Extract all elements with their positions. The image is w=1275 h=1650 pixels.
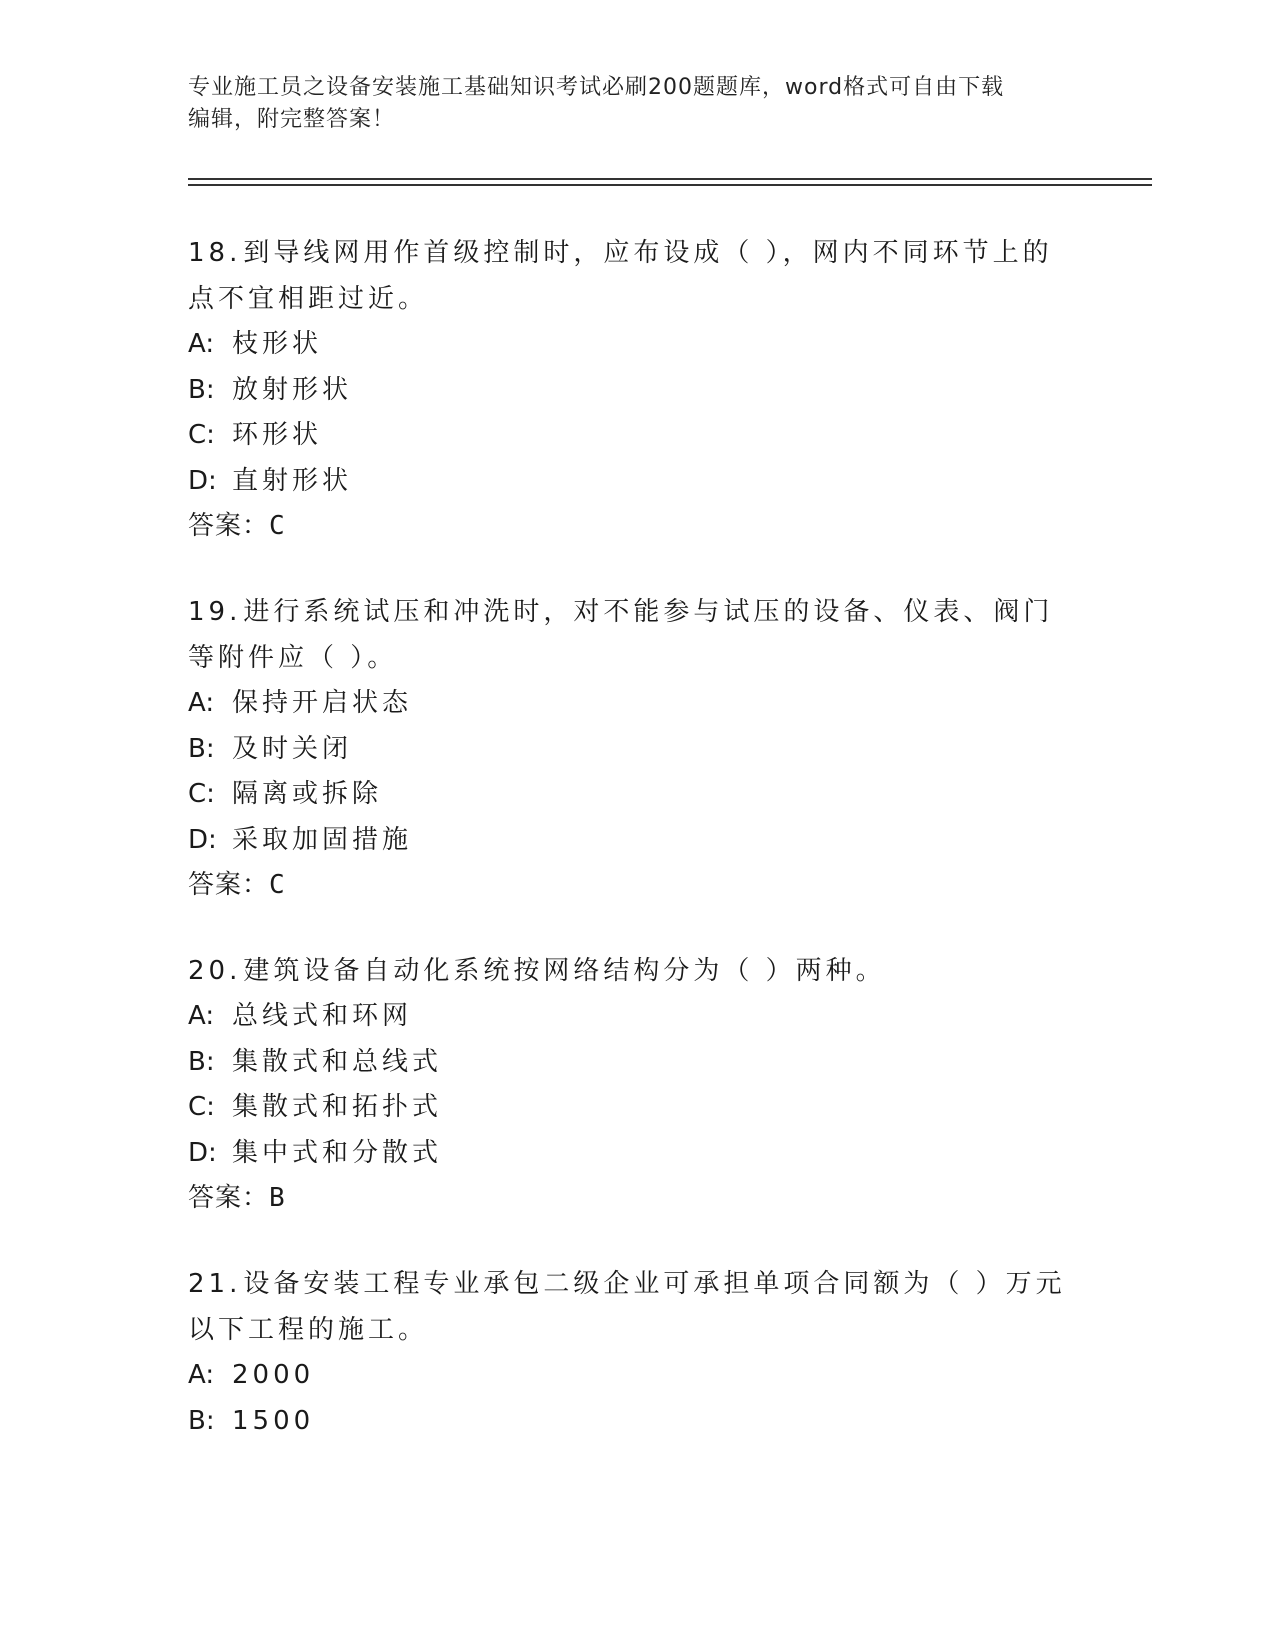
option-text: 环形状: [232, 420, 323, 450]
option-b: [188, 1399, 1078, 1445]
question-stem: [188, 230, 1078, 322]
header-line-2: 编辑，附完整答案！: [188, 107, 396, 132]
option-letter: B:: [188, 1046, 215, 1077]
option-letter: D:: [188, 824, 217, 855]
option-c: [188, 1085, 1078, 1131]
question-text: 到导线网用作首级控制时，应布设成（ ），网内不同环节上的点不宜相距过近。: [188, 238, 1053, 314]
option-a: [188, 681, 1078, 727]
answer-label: 答案：: [188, 870, 270, 900]
question-list: [188, 230, 1078, 1484]
option-letter: B:: [188, 1405, 215, 1436]
option-text: 保持开启状态: [232, 688, 413, 718]
option-text: 2000: [232, 1360, 315, 1390]
option-letter: D:: [188, 1137, 217, 1168]
question-text: 建筑设备自动化系统按网络结构分为（ ）两种。: [243, 956, 886, 986]
option-b: [188, 1040, 1078, 1086]
option-c: [188, 413, 1078, 459]
option-a: [188, 1353, 1078, 1399]
question-text: 设备安装工程专业承包二级企业可承担单项合同额为（ ）万元以下工程的施工。: [188, 1269, 1066, 1345]
option-text: 放射形状: [232, 374, 353, 405]
answer-line: [188, 863, 1078, 908]
answer-value: C: [269, 870, 286, 900]
option-letter: C:: [188, 1092, 215, 1122]
option-b: [188, 727, 1078, 773]
option-text: 1500: [232, 1405, 315, 1436]
question-19: [188, 589, 1078, 908]
option-text: 直射形状: [232, 465, 353, 496]
option-letter: A:: [188, 1360, 215, 1390]
question-text: 进行系统试压和冲洗时，对不能参与试压的设备、仪表、阀门等附件应（ ）。: [188, 597, 1054, 673]
option-text: 集散式和拓扑式: [232, 1092, 443, 1122]
option-letter: C:: [188, 420, 215, 450]
option-text: 集中式和分散式: [232, 1137, 443, 1168]
question-20: [188, 948, 1078, 1221]
option-a: [188, 322, 1078, 368]
question-21: [188, 1261, 1078, 1444]
answer-line: [188, 504, 1078, 549]
option-text: 隔离或拆除: [232, 779, 383, 809]
header-divider-top: [188, 178, 1152, 180]
option-d: [188, 818, 1078, 864]
question-stem: [188, 589, 1078, 681]
option-letter: A:: [188, 1001, 215, 1031]
question-number: 18.: [188, 238, 242, 268]
option-letter: A:: [188, 329, 215, 359]
header-divider-bottom: [188, 184, 1152, 186]
document-header: [188, 72, 1088, 136]
option-text: 集散式和总线式: [232, 1046, 443, 1077]
option-b: [188, 368, 1078, 414]
answer-value: C: [269, 511, 286, 541]
question-stem: [188, 948, 1078, 994]
option-letter: D:: [188, 465, 217, 496]
option-letter: A:: [188, 688, 215, 718]
option-letter: B:: [188, 374, 215, 405]
question-number: 21.: [188, 1269, 242, 1299]
option-text: 采取加固措施: [232, 824, 413, 855]
option-d: [188, 1131, 1078, 1177]
option-letter: B:: [188, 733, 215, 764]
answer-line: [188, 1176, 1078, 1221]
question-number: 20.: [188, 956, 242, 986]
question-number: 19.: [188, 597, 242, 627]
option-c: [188, 772, 1078, 818]
answer-label: 答案：: [188, 1183, 270, 1213]
question-18: [188, 230, 1078, 549]
option-text: 及时关闭: [232, 733, 353, 764]
header-line-1: 专业施工员之设备安装施工基础知识考试必刷200题题库，word格式可自由下载: [188, 75, 1005, 100]
option-a: [188, 994, 1078, 1040]
answer-label: 答案：: [188, 511, 270, 541]
answer-value: B: [269, 1183, 286, 1213]
option-d: [188, 459, 1078, 505]
question-stem: [188, 1261, 1078, 1353]
option-text: 枝形状: [232, 329, 323, 359]
option-letter: C:: [188, 779, 215, 809]
option-text: 总线式和环网: [232, 1001, 413, 1031]
